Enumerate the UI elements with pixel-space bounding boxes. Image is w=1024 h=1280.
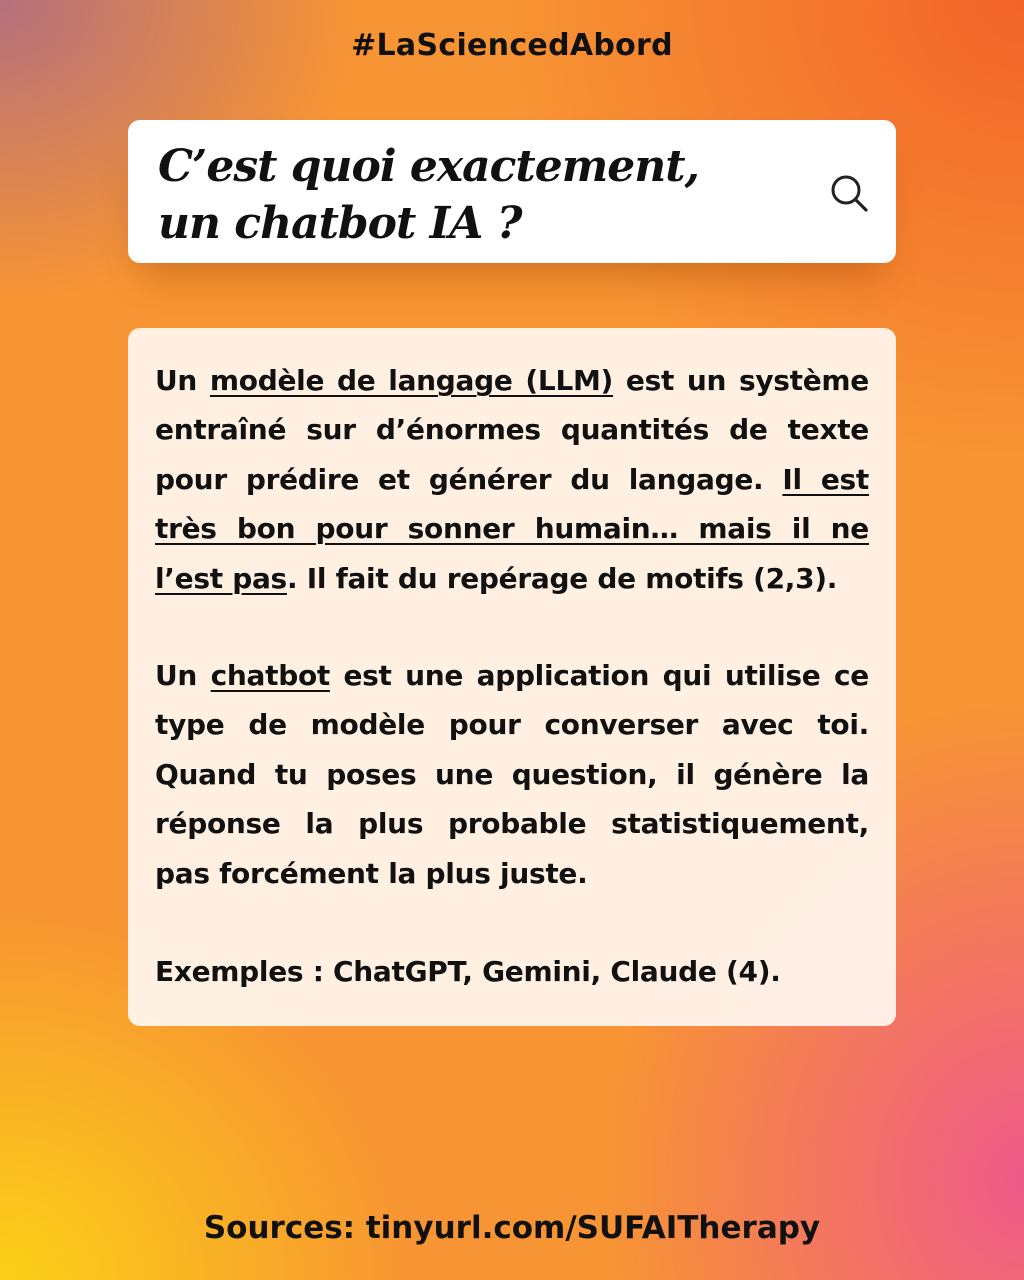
hashtag-header: #LaSciencedAbord	[351, 28, 673, 63]
chatbot-definition-paragraph	[155, 651, 869, 898]
p2-text-start: Un	[155, 659, 211, 692]
p1-text-middle: est un système entraîné sur d’énormes quantités de texte pour prédire et générer du langage.	[155, 364, 869, 496]
sources-footer: Sources: tinyurl.com/SUFAITherapy	[203, 1210, 821, 1246]
p1-text-start: Un	[155, 364, 210, 397]
llm-term: modèle de langage (LLM)	[209, 364, 614, 397]
chatbot-term: chatbot	[210, 659, 330, 692]
search-card	[128, 120, 896, 263]
search-icon[interactable]	[826, 170, 876, 220]
p2-text-end: est une application qui utilise ce type de modèle pour converser avec toi. Quand tu poses une question, il génère la réponse la plus probable statistiquement, pas forcément la plus juste.	[155, 659, 869, 890]
llm-definition-paragraph	[155, 356, 869, 603]
page-title: C’est quoi exactement, un chatbot IA ?	[158, 141, 699, 249]
human-like-statement: Il est très bon pour sonner humain… mais il ne l’est pas	[155, 462, 869, 595]
p1-text-end: . Il fait du repérage de motifs (2,3).	[286, 561, 838, 595]
examples-paragraph: Exemples : ChatGPT, Gemini, Claude (4).	[155, 955, 781, 988]
content-card	[128, 328, 896, 1026]
